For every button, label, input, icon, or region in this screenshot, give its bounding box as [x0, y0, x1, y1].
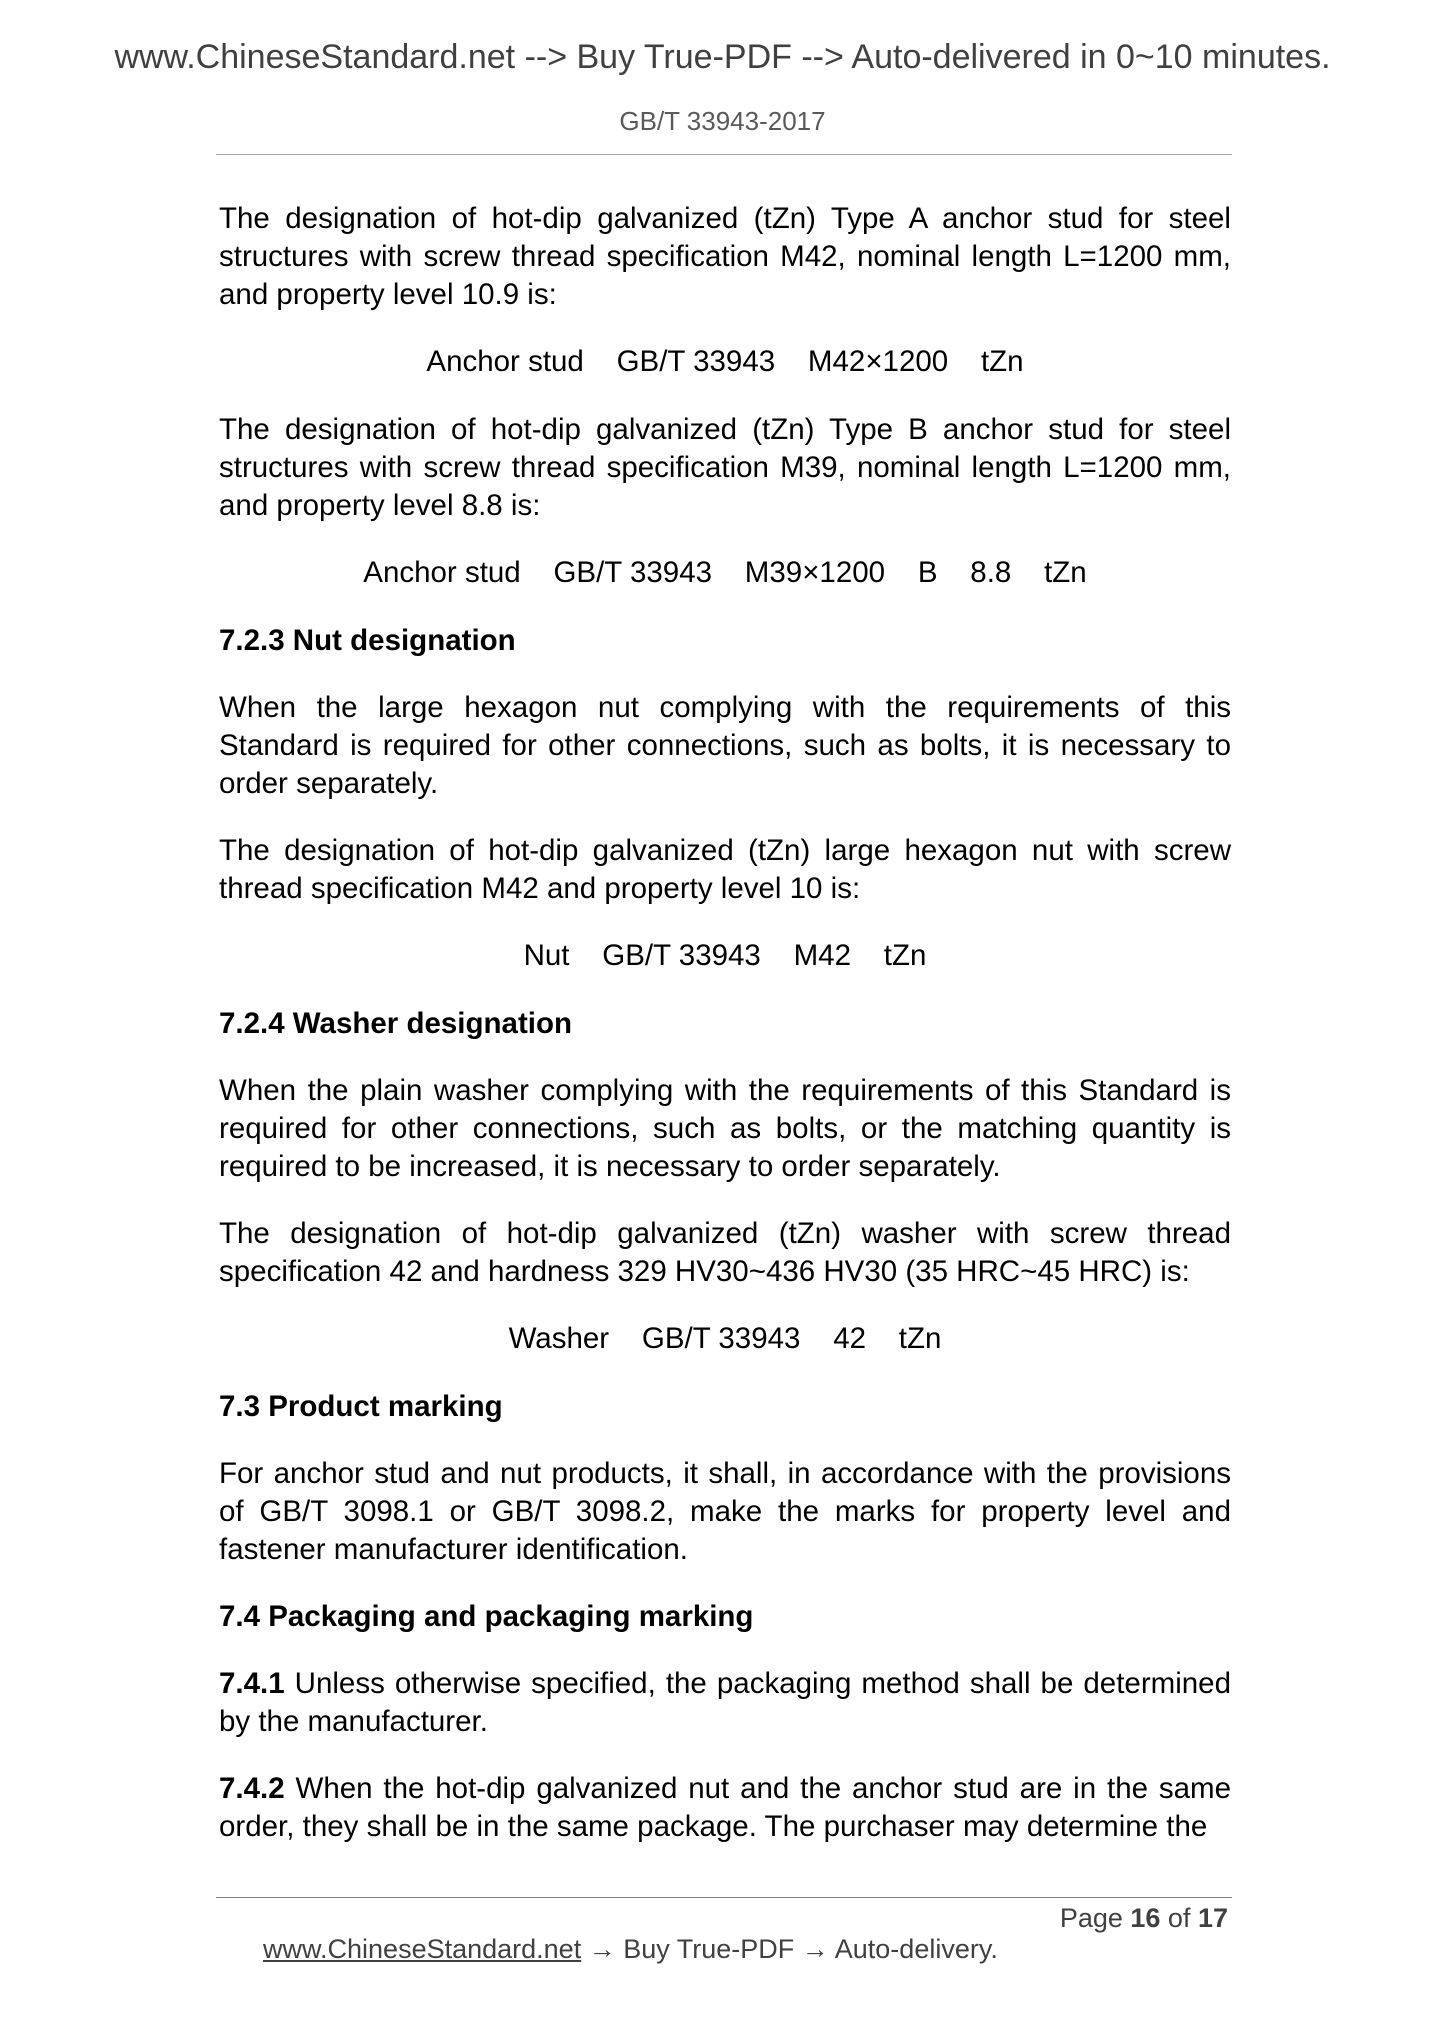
- section-heading: 7.4 Packaging and packaging marking: [219, 1600, 754, 1633]
- designation-example: Anchor stud GB/T 33943 M39×1200 B 8.8 tZn: [363, 556, 1087, 589]
- paragraph: The designation of hot-dip galvanized (tZn) washer with screw thread specification 42 and hardness 329 HV30~436 HV30 (35 HRC~45 HRC) is:: [219, 1217, 1231, 1288]
- designation-example: Anchor stud GB/T 33943 M42×1200 tZn: [426, 345, 1024, 378]
- section-heading: 7.3 Product marking: [219, 1390, 503, 1423]
- page-footer: [248, 1903, 1228, 1996]
- footer-website-link[interactable]: www.ChineseStandard.net: [263, 1934, 582, 1964]
- section-heading: 7.2.4 Washer designation: [219, 1007, 573, 1040]
- page-indicator: [1060, 1903, 1228, 1934]
- header-banner: www.ChineseStandard.net --> Buy True-PDF --> Auto-delivered in 0~10 minutes.: [114, 38, 1331, 76]
- page-of-label: of: [1160, 1903, 1198, 1933]
- document-id: GB/T 33943-2017: [619, 106, 826, 136]
- paragraph: When the large hexagon nut complying with the requirements of this Standard is required for other connections, such as bolts, it is necessary to order separately.: [219, 691, 1231, 800]
- document-body: [219, 200, 1231, 1875]
- page-total: 17: [1197, 1903, 1228, 1933]
- page-number: 16: [1130, 1903, 1161, 1933]
- clause-number: 7.4.2: [219, 1772, 285, 1805]
- clause-text: Unless otherwise specified, the packaging method shall be determined by the manufacturer.: [219, 1667, 1231, 1738]
- footer-divider: [216, 1897, 1232, 1898]
- paragraph: When the plain washer complying with the requirements of this Standard is required for other connections, such as bolts, or the matching quantity is required to be increased, it is necessary to order separately.: [219, 1074, 1231, 1183]
- page-label: Page: [1059, 1903, 1131, 1933]
- paragraph: [219, 1665, 1231, 1741]
- paragraph: The designation of hot-dip galvanized (tZn) large hexagon nut with screw thread specification M42 and property level 10 is:: [219, 834, 1231, 905]
- paragraph: [219, 1770, 1231, 1846]
- clause-text: When the hot-dip galvanized nut and the anchor stud are in the same order, they shall be in the same package. The purchaser may determine the: [219, 1772, 1231, 1843]
- paragraph: The designation of hot-dip galvanized (tZn) Type B anchor stud for steel structures with screw thread specification M39, nominal length L=1200 mm, and property level 8.8 is:: [219, 413, 1231, 522]
- header-divider: [216, 154, 1232, 155]
- paragraph: For anchor stud and nut products, it shall, in accordance with the provisions of GB/T 3098.1 or GB/T 3098.2, make the marks for property level and fastener manufacturer identification.: [219, 1457, 1231, 1566]
- section-heading: 7.2.3 Nut designation: [219, 624, 516, 657]
- paragraph: The designation of hot-dip galvanized (tZn) Type A anchor stud for steel structures with screw thread specification M42, nominal length L=1200 mm, and property level 10.9 is:: [219, 202, 1231, 311]
- clause-number: 7.4.1: [219, 1667, 285, 1700]
- designation-example: Nut GB/T 33943 M42 tZn: [523, 939, 927, 972]
- footer-tagline: → Buy True-PDF → Auto-delivery.: [581, 1934, 998, 1964]
- designation-example: Washer GB/T 33943 42 tZn: [508, 1322, 942, 1355]
